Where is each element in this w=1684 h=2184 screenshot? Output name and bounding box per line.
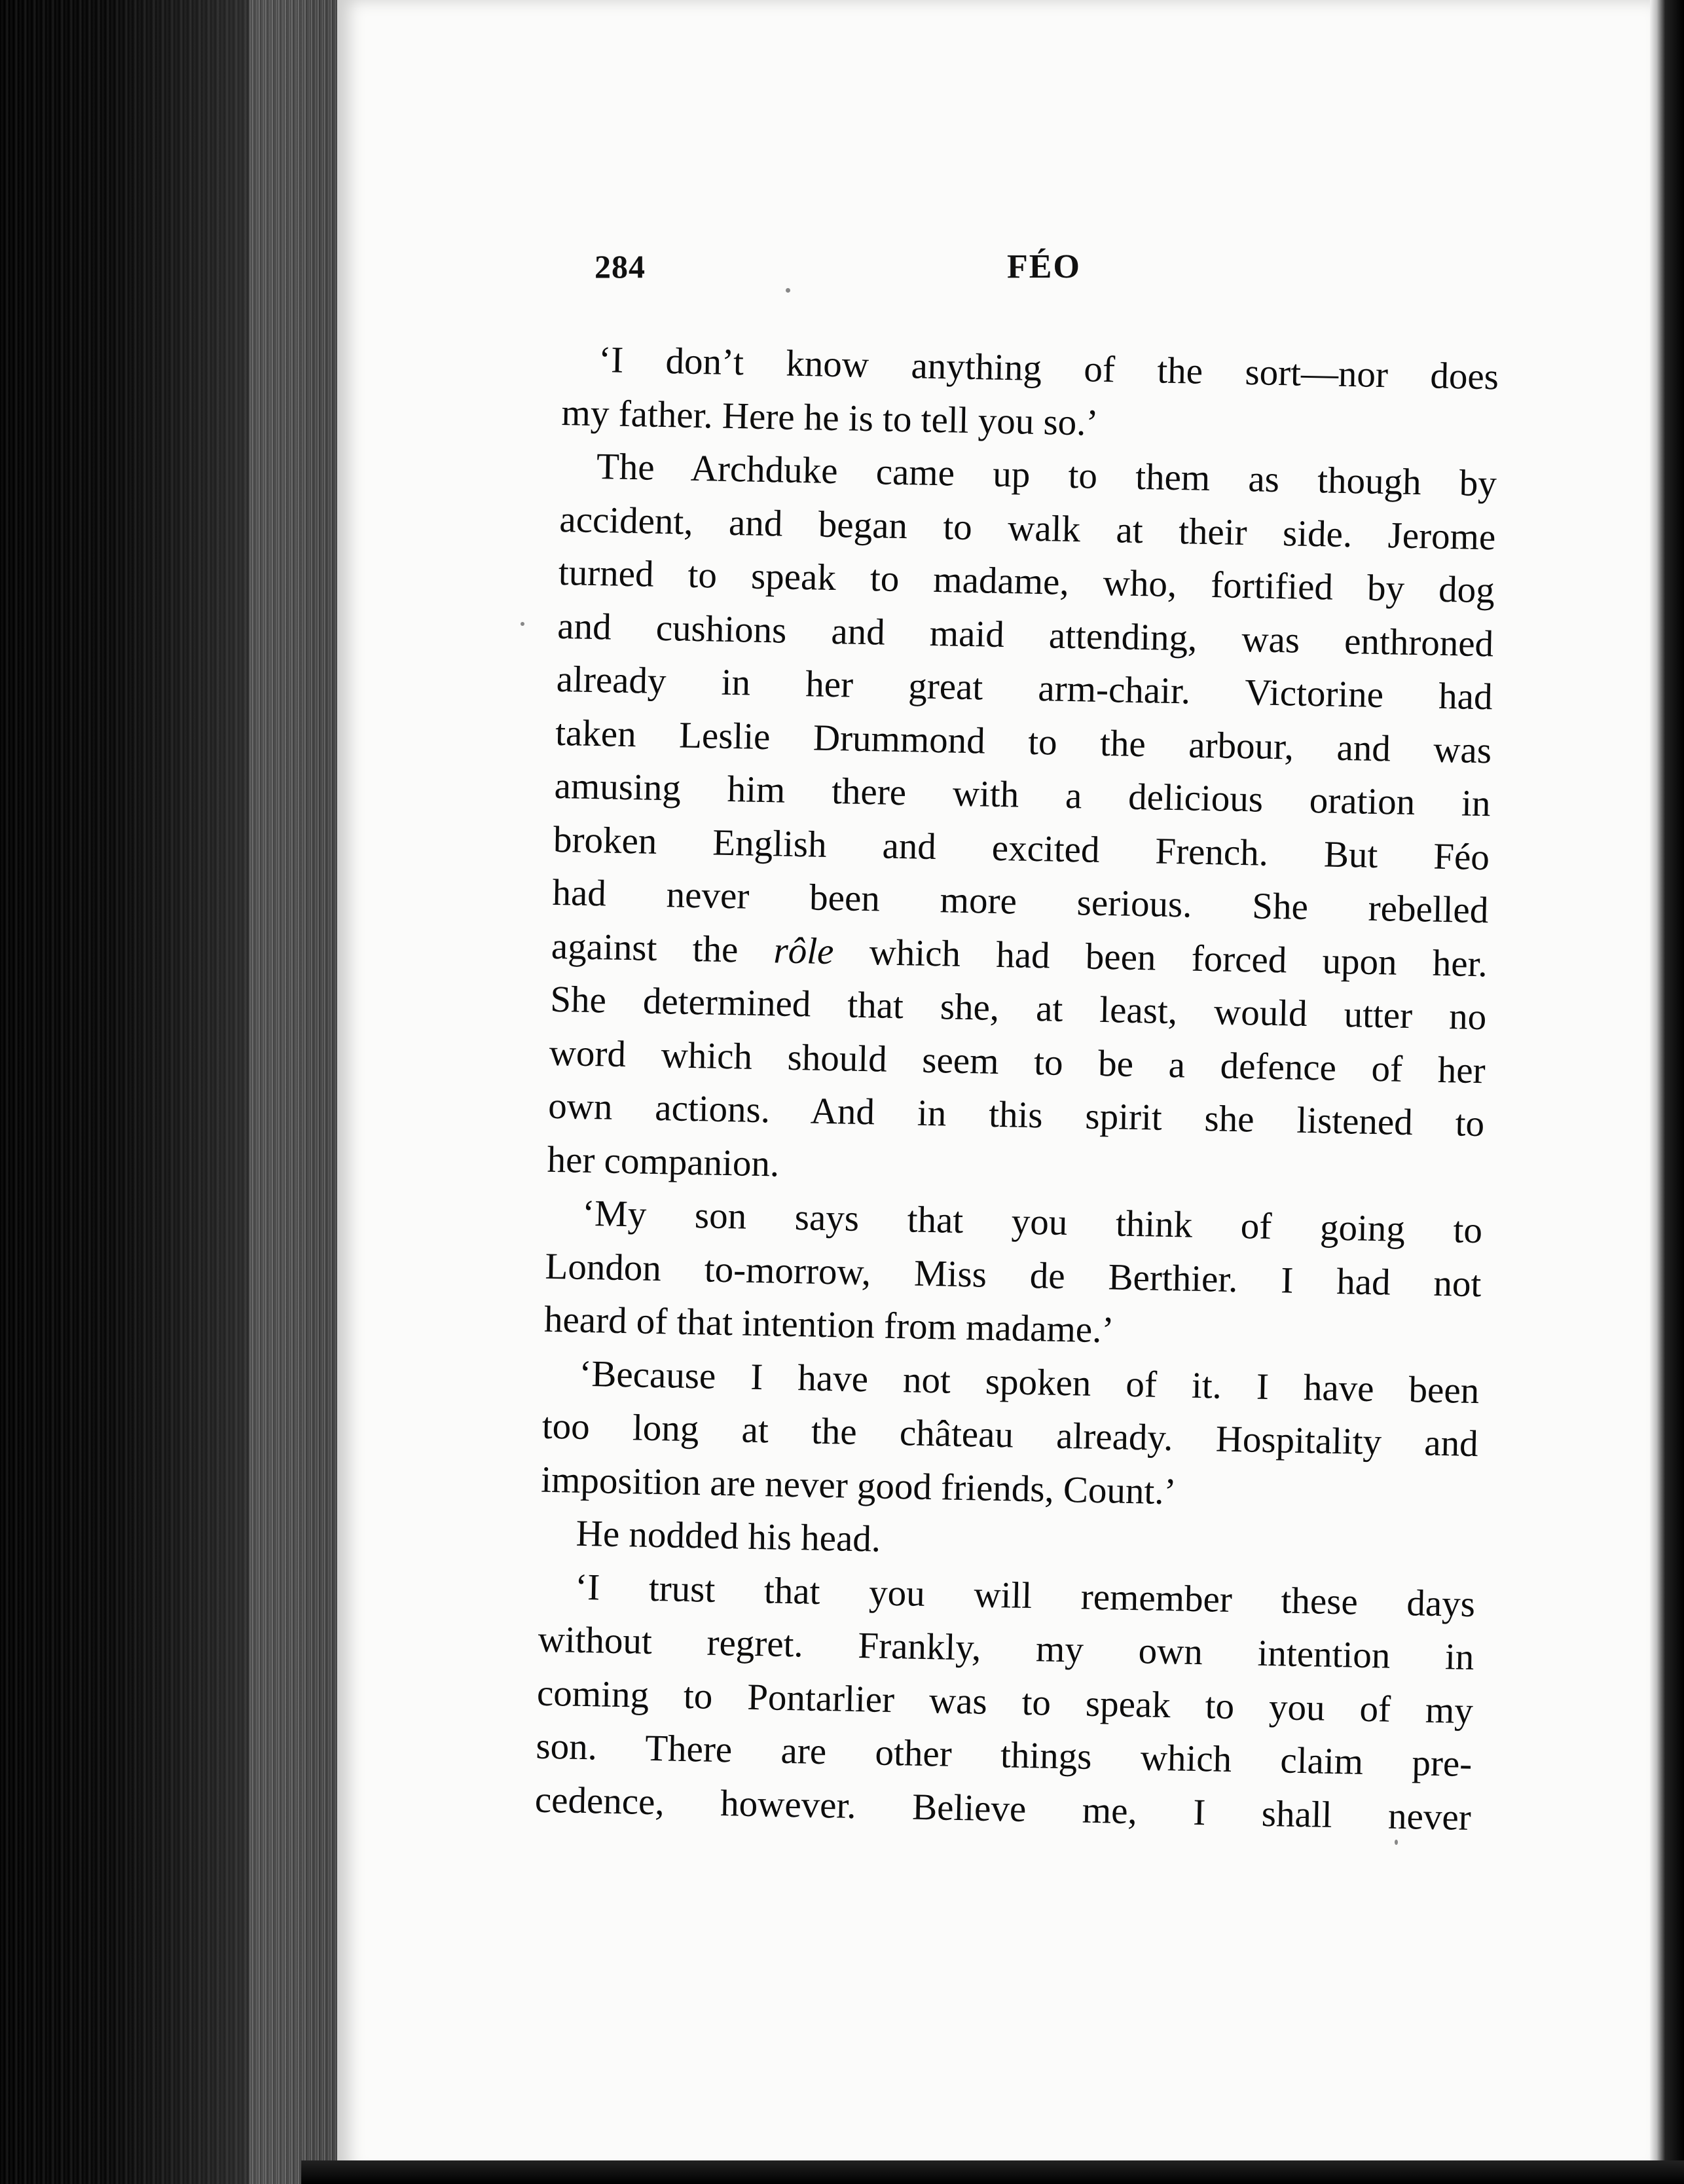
text-line: too long at the château already. Hospitality and: [541, 1405, 1479, 1465]
text-line: ‘I don’t know anything of the sort—nor does: [598, 339, 1499, 398]
text-line: He nodded his head.: [576, 1512, 881, 1560]
text-line: ‘My son says that you think of going to: [581, 1192, 1483, 1252]
text-line: word which should seem to be a defence of her: [549, 1032, 1486, 1091]
text-line: London to-morrow, Miss de Berthier. I had not: [545, 1245, 1482, 1305]
text-line: turned to speak to madame, who, fortified by dog: [558, 551, 1495, 611]
text-line: already in her great arm-chair. Victorine had: [556, 658, 1493, 718]
page-header: [595, 247, 1419, 293]
body-text: [534, 333, 1499, 1844]
text-line: own actions. And in this spirit she listened to: [547, 1085, 1485, 1145]
text-line: She determined that she, at least, would utter no: [549, 978, 1487, 1038]
bottom-page-edge: [301, 2160, 1684, 2184]
right-page-edge: [1650, 0, 1684, 2184]
text-line: her companion.: [547, 1138, 780, 1185]
text-line: ‘I trust that you will remember these days: [574, 1566, 1476, 1625]
text-line: amusing him there with a delicious oration in: [554, 765, 1492, 825]
running-head: FÉO: [1007, 248, 1081, 285]
text-line: heard of that intention from madame.’: [543, 1298, 1115, 1351]
text-line: against the rôle which had been forced upon her.: [551, 925, 1488, 985]
text-line: broken English and excited French. But Féo: [553, 818, 1490, 878]
text-line: son. There are other things which claim pre-: [535, 1725, 1473, 1785]
text-line: coming to Pontarlier was to speak to you of my: [536, 1672, 1474, 1732]
text-line: without regret. Frankly, my own intention in: [538, 1618, 1475, 1679]
page-number: 284: [595, 248, 646, 285]
italic-word: rôle: [773, 929, 835, 972]
text-line: cedence, however. Believe me, I shall never: [534, 1779, 1472, 1838]
page-edges: [249, 0, 340, 2184]
text-line: The Archduke came up to them as though by: [596, 446, 1497, 505]
text-line: and cushions and maid attending, was enthroned: [557, 605, 1494, 664]
text-line: my father. Here he is to tell you so.’: [561, 391, 1099, 444]
text-line: accident, and began to walk at their side. Jerome: [558, 498, 1496, 558]
text-line: imposition are never good friends, Count.’: [540, 1459, 1177, 1512]
text-line: taken Leslie Drummond to the arbour, and was: [555, 712, 1492, 771]
text-line: had never been more serious. She rebelled: [551, 871, 1489, 932]
text-line: ‘Because I have not spoken of it. I have been: [578, 1353, 1480, 1411]
dust-speck: [521, 622, 524, 626]
